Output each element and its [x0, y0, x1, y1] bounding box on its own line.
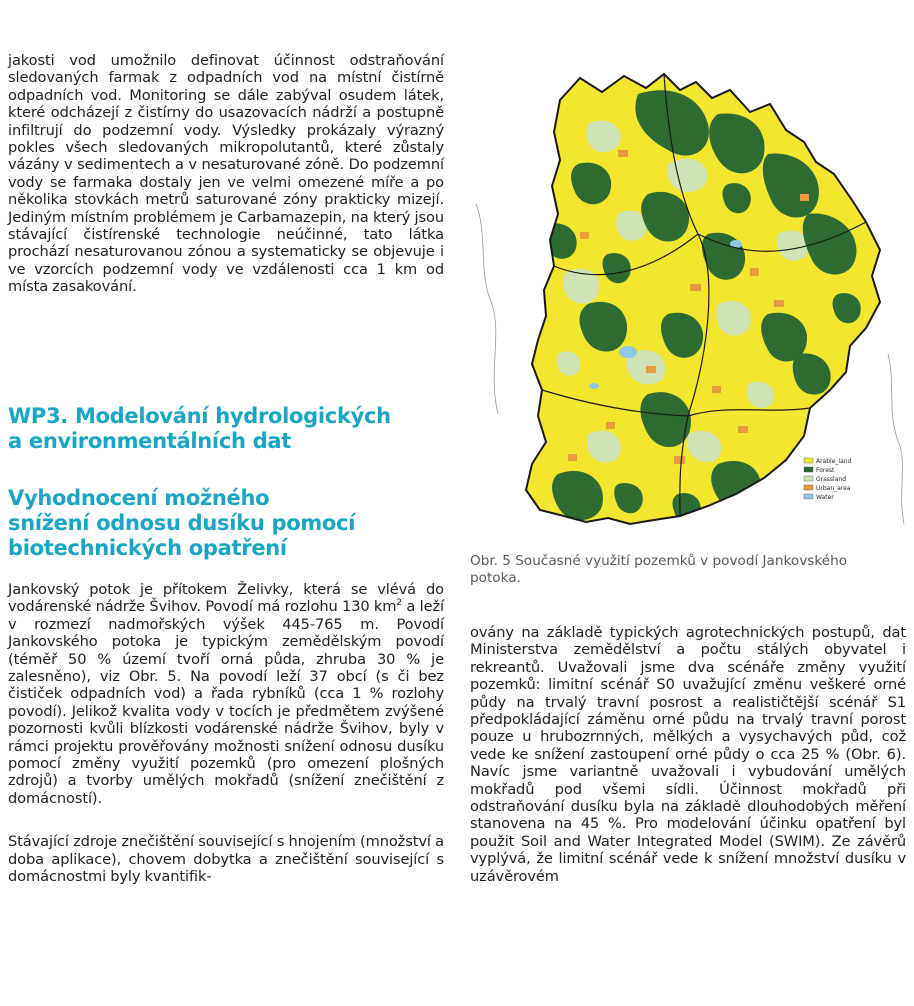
- section-heading-wp3: [8, 404, 444, 454]
- pollution-sources-paragraph: Stávající zdroje znečištění související s hnojením (množství a doba aplikace), chovem dobytka a znečištění související s domácnostmi byly kvantifik-: [8, 833, 444, 886]
- jankovsky-text-after: a leží v rozmezí nadmořských výšek 445-765 m. Povodí Jankovského potoka je typickým zemědělským povodí (téměř 50 % území tvoří orná půda, zhruba 30 % je zalesněno), viz Obr. 5. Na povodí leží 37 obcí (s či bez čističek odpadních vod) a řada rybníků (cca 1 % rozlohy povodí). Jelikož kvalita vody v tocích je předmětem zvýšené pozornosti kvůli blízkosti vodárenské nádrže Švihov, byly v rámci projektu prověřovány možnosti snížení odnosu dusíku pomocí změny využití pozemků (pro omezení plošných zdrojů) a tvorby umělých mokřadů (snížení znečištění z domácností).: [8, 598, 444, 807]
- legend-swatch-water: [804, 494, 813, 499]
- legend-label-arable: Arable_land: [816, 458, 852, 465]
- legend-label-grassland: Grassland: [816, 476, 846, 483]
- continuation-paragraph: ovány na základě typických agrotechnických postupů, dat Ministerstva zemědělství a počtu stálých obyvatel i rekreantů. Uvažovali jsme dva scénáře změny využití pozemků: limitní scénář S0 uvažující změnu veškeré orné půdy na trvalý travní posrost a realističtější scénář S1 předpokládající záměnu orné půdu na trvalý travní porost pouze u hrubozrnných, mělkých a vysychavých půd, což vede ke snížení zastoupení orné půdy o cca 25 % (Obr. 6). Navíc jsme variantně uvažovali i vybudování umělých mokřadů pod všemi sídli. Účinnost mokřadů při odstraňování dusíku byla na základě dlouhodobých měření stanovena na 45 %. Pro modelování účinku opatření byl použit Soil and Water Integrated Model (SWIM). Ze závěrů vyplývá, že limitní scénář vede k snížení množství dusíku v uzávěrovém: [470, 624, 906, 885]
- legend-label-forest: Forest: [816, 467, 835, 474]
- legend-swatch-forest: [804, 467, 813, 472]
- area-unit-superscript: 2: [396, 598, 403, 609]
- map-legend: [804, 458, 852, 501]
- left-column: [8, 52, 444, 886]
- subsection-heading-line1: Vyhodnocení možného: [8, 486, 270, 510]
- legend-label-urban: Urban_area: [816, 485, 851, 492]
- land-use-map-figure: [468, 54, 908, 532]
- legend-swatch-grassland: [804, 476, 813, 481]
- subsection-heading-line2: snížení odnosu dusíku pomocí: [8, 511, 356, 535]
- jankovsky-text-before: Jankovský potok je přítokem Želivky, která se vlévá do vodárenské nádrže Švihov. Povodí má rozlohu 130 km: [8, 581, 444, 616]
- land-use-map: [468, 54, 908, 532]
- right-column: [470, 624, 906, 885]
- legend-swatch-urban: [804, 485, 813, 490]
- section-heading-wp3-line2: a environmentálních dat: [8, 429, 291, 453]
- legend-label-water: Water: [816, 494, 834, 501]
- legend-swatch-arable: [804, 458, 813, 463]
- figure-caption: Obr. 5 Současné využití pozemků v povodí Jankovského potoka.: [470, 553, 848, 586]
- subsection-heading-line3: biotechnických opatření: [8, 536, 287, 560]
- jankovsky-paragraph: [8, 581, 444, 807]
- subsection-heading: [8, 486, 444, 561]
- intro-paragraph: jakosti vod umožnilo definovat účinnost odstraňování sledovaných farmak z odpadních vod na místní čistírně odpadních vod. Monitoring se dále zabýval osudem látek, které odcházejí z čistírny do usazovacích nádrží a postupně infiltrují do podzemní vody. Výsledky prokázaly výrazný pokles všech sledovaných mikropolutantů, které zůstaly vázány v sedimentech a v nesaturované zóně. Do podzemní vody se farmaka dostaly jen ve velmi omezené míře a po několika stovkách metrů saturované zóny prakticky mizejí. Jediným místním problémem je Carbamazepin, na který jsou stávající čistírenské technologie neúčinné, tato látka prochází nesaturovanou zónou a systematicky se objevuje i ve vzorcích podzemní vody ve vzdálenosti cca 1 km od místa zasakování.: [8, 52, 444, 296]
- section-heading-wp3-line1: WP3. Modelování hydrologických: [8, 404, 391, 428]
